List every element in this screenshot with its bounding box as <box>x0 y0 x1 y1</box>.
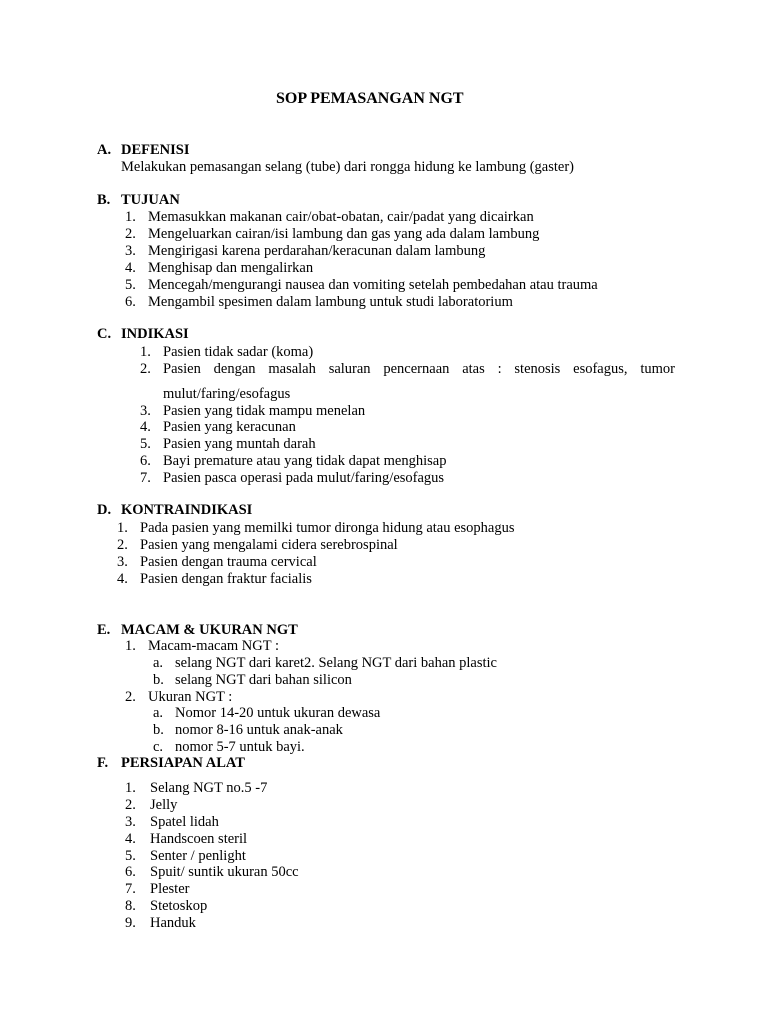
list-item-number: 4. <box>140 419 151 435</box>
list-item-text: Mengeluarkan cairan/isi lambung dan gas yang ada dalam lambung <box>148 226 540 242</box>
list-item-number: 6. <box>125 294 136 310</box>
list-item-text: Handuk <box>150 915 196 931</box>
list-item-text: Selang NGT no.5 -7 <box>150 780 268 796</box>
word: : <box>497 361 502 377</box>
sub-item-text: selang NGT dari karet2. Selang NGT dari bahan plastic <box>175 655 497 671</box>
word: atas <box>462 361 485 377</box>
list-item-number: 7. <box>140 470 151 486</box>
section-f-heading: PERSIAPAN ALAT <box>121 755 245 771</box>
sub-item-letter: a. <box>153 705 164 721</box>
list-item-text: Pasien yang mengalami cidera serebrospinal <box>140 537 398 553</box>
list-item-text: Menghisap dan mengalirkan <box>148 260 314 276</box>
sub-item-text: nomor 5-7 untuk bayi. <box>175 739 305 755</box>
list-item-number: 2. <box>125 689 136 705</box>
list-item-text: Plester <box>150 881 190 897</box>
list-item-text: Macam-macam NGT : <box>148 638 279 654</box>
list-item-text: Pada pasien yang memilki tumor dironga hidung atau esophagus <box>140 520 515 536</box>
sub-item-text: Nomor 14-20 untuk ukuran dewasa <box>175 705 381 721</box>
section-a-letter: A. <box>97 142 112 158</box>
list-item-number: 6. <box>125 864 136 880</box>
list-item-number: 4. <box>125 831 136 847</box>
word: dengan <box>213 361 256 377</box>
sub-item-letter: c. <box>153 739 164 755</box>
list-item-text: Spuit/ suntik ukuran 50cc <box>150 864 299 880</box>
list-item-number: 5. <box>125 277 136 293</box>
document-title: SOP PEMASANGAN NGT <box>276 90 464 107</box>
word: pencernaan <box>383 361 450 377</box>
list-item-number: 5. <box>140 436 151 452</box>
section-e-letter: E. <box>97 622 111 638</box>
list-item-text: Memasukkan makanan cair/obat-obatan, cair/padat yang dicairkan <box>148 209 534 225</box>
list-item-text: Pasien yang muntah darah <box>163 436 316 452</box>
list-item-number: 4. <box>117 571 128 587</box>
word: masalah <box>268 361 316 377</box>
list-item-text: Mengirigasi karena perdarahan/keracunan dalam lambung <box>148 243 486 259</box>
list-item-text: Mengambil spesimen dalam lambung untuk studi laboratorium <box>148 294 513 310</box>
list-item-number: 3. <box>125 814 136 830</box>
word: tumor <box>640 361 675 377</box>
list-item-number: 2. <box>117 537 128 553</box>
list-item-number: 3. <box>117 554 128 570</box>
word: esofagus, <box>573 361 628 377</box>
section-c-heading: INDIKASI <box>121 326 189 342</box>
list-item-text: Handscoen steril <box>150 831 248 847</box>
list-item-text: Mencegah/mengurangi nausea dan vomiting setelah pembedahan atau trauma <box>148 277 598 293</box>
sub-item-text: nomor 8-16 untuk anak-anak <box>175 722 343 738</box>
section-a-heading: DEFENISI <box>121 142 190 158</box>
list-item-text: Bayi premature atau yang tidak dapat menghisap <box>163 453 447 469</box>
word: saluran <box>328 361 371 377</box>
section-e-heading: MACAM & UKURAN NGT <box>121 622 298 638</box>
list-item-number: 2. <box>140 361 151 377</box>
list-item-text: Spatel lidah <box>150 814 219 830</box>
list-item-number: 2. <box>125 797 136 813</box>
list-item-text: Pasien pasca operasi pada mulut/faring/esofagus <box>163 470 445 486</box>
list-item-number: 1. <box>125 638 136 654</box>
list-item-number: 2. <box>125 226 136 242</box>
list-item-continuation: mulut/faring/esofagus <box>163 386 291 402</box>
list-item-number: 4. <box>125 260 136 276</box>
list-item-text: Stetoskop <box>150 898 208 914</box>
sub-item-letter: b. <box>153 722 164 738</box>
section-a-text: Melakukan pemasangan selang (tube) dari rongga hidung ke lambung (gaster) <box>121 159 574 175</box>
sub-item-letter: a. <box>153 655 164 671</box>
list-item-number: 1. <box>125 780 136 796</box>
list-item-text: Pasien dengan trauma cervical <box>140 554 317 570</box>
section-b-letter: B. <box>97 192 111 208</box>
list-item-text-justified <box>163 361 675 378</box>
list-item-number: 1. <box>125 209 136 225</box>
list-item-number: 5. <box>125 848 136 864</box>
list-item-text: Jelly <box>150 797 178 813</box>
list-item-number: 7. <box>125 881 136 897</box>
sub-item-text: selang NGT dari bahan silicon <box>175 672 352 688</box>
list-item-number: 3. <box>125 243 136 259</box>
list-item-text: Ukuran NGT : <box>148 689 233 705</box>
word: stenosis <box>514 361 561 377</box>
list-item-number: 8. <box>125 898 136 914</box>
sub-item-letter: b. <box>153 672 164 688</box>
list-item-number: 6. <box>140 453 151 469</box>
section-f-letter: F. <box>97 755 109 771</box>
section-d-letter: D. <box>97 502 112 518</box>
section-c-letter: C. <box>97 326 112 342</box>
section-b-heading: TUJUAN <box>121 192 180 208</box>
list-item-number: 1. <box>117 520 128 536</box>
list-item-text: Pasien yang keracunan <box>163 419 296 435</box>
list-item-text: Senter / penlight <box>150 848 246 864</box>
list-item-number: 3. <box>140 403 151 419</box>
list-item-number: 1. <box>140 344 151 360</box>
list-item-text: Pasien dengan fraktur facialis <box>140 571 312 587</box>
list-item-text: Pasien yang tidak mampu menelan <box>163 403 366 419</box>
list-item-text: Pasien tidak sadar (koma) <box>163 344 314 360</box>
word: Pasien <box>163 361 201 377</box>
list-item-number: 9. <box>125 915 136 931</box>
section-d-heading: KONTRAINDIKASI <box>121 502 253 518</box>
